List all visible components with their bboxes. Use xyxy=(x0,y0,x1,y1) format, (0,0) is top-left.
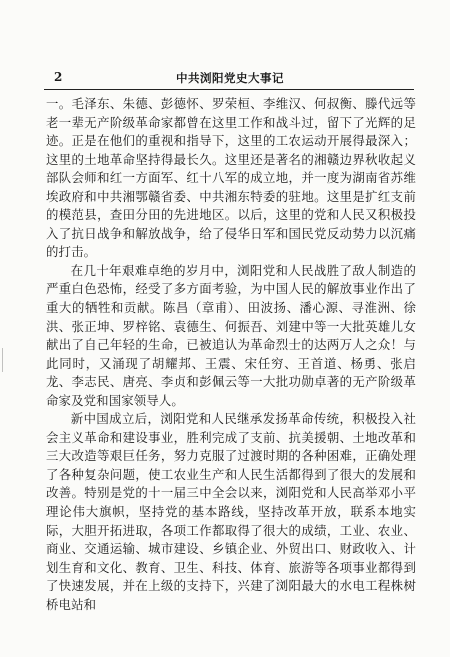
paragraph-new-china: 新中国成立后，浏阳党和人民继承发扬革命传统，积极投入社会主义革命和建设事业，胜利完成了支前、抗美援朝、土地改革和三大改造等艰巨任务，努力克服了过渡时期的各种困难，正确处理了各种复杂问题，使工农业生产和人民生活都得到了很大的发展和改善。特别是党的十一届三中全会以来，浏阳党和人民高举邓小平理论伟大旗帜，坚持党的基本路线，坚持改革开放，联系本地实际，大胆开拓进取，各项工作都取得了很大的成绩，工业、农业、商业、交通运输、城市建设、乡镇企业、外贸出口、财政收入、计划生育和文化、教育、卫生、科技、体育、旅游等各项事业都得到了快速发展，并在上级的支持下，兴建了浏阳最大的水电工程株树桥电站和 xyxy=(46,411,416,612)
header-rule xyxy=(44,89,414,90)
page-header xyxy=(46,70,410,90)
binding-mark xyxy=(2,348,9,372)
paragraph-continued: 一。毛泽东、朱德、彭德怀、罗荣桓、李维汉、何叔衡、滕代远等老一辈无产阶级革命家都曾在这里工作和战斗过，留下了光辉的足迹。正是在他们的重视和指导下，这里的工农运动开展得最深入；这里的土地革命坚持得最长久。这里还是著名的湘赣边界秋收起义部队会师和红一方面军、红十八军的成立地，并一度为湖南省苏维埃政府和中共湘鄂赣省委、中共湘东特委的驻地。这里是扩红支前的模范县，查田分田的先进地区。以后，这里的党和人民又积极投入了抗日战争和解放战争，给了侵华日军和国民党反动势力以沉痛的打击。 xyxy=(46,96,416,260)
body-text xyxy=(46,95,416,614)
paragraph-martyrs: 在几十年艰难卓绝的岁月中，浏阳党和人民战胜了敌人制造的严重白色恐怖，经受了多方面考验，为中国人民的解放事业作出了重大的牺牲和贡献。陈昌（章甫）、田波扬、潘心源、寻淮洲、徐洪、张正坤、罗梓铭、袁德生、何振吾、刘建中等一大批英雄儿女献出了自己年轻的生命，已被追认为革命烈士的达两万人之众！与此同时，又涌现了胡耀邦、王震、宋任穷、王首道、杨勇、张启龙、李志民、唐亮、李贞和彭佩云等一大批功勋卓著的无产阶级革命家及党和国家领导人。 xyxy=(46,262,416,408)
running-title: 中共浏阳党史大事记 xyxy=(176,71,284,85)
page-number: 2 xyxy=(54,70,63,84)
